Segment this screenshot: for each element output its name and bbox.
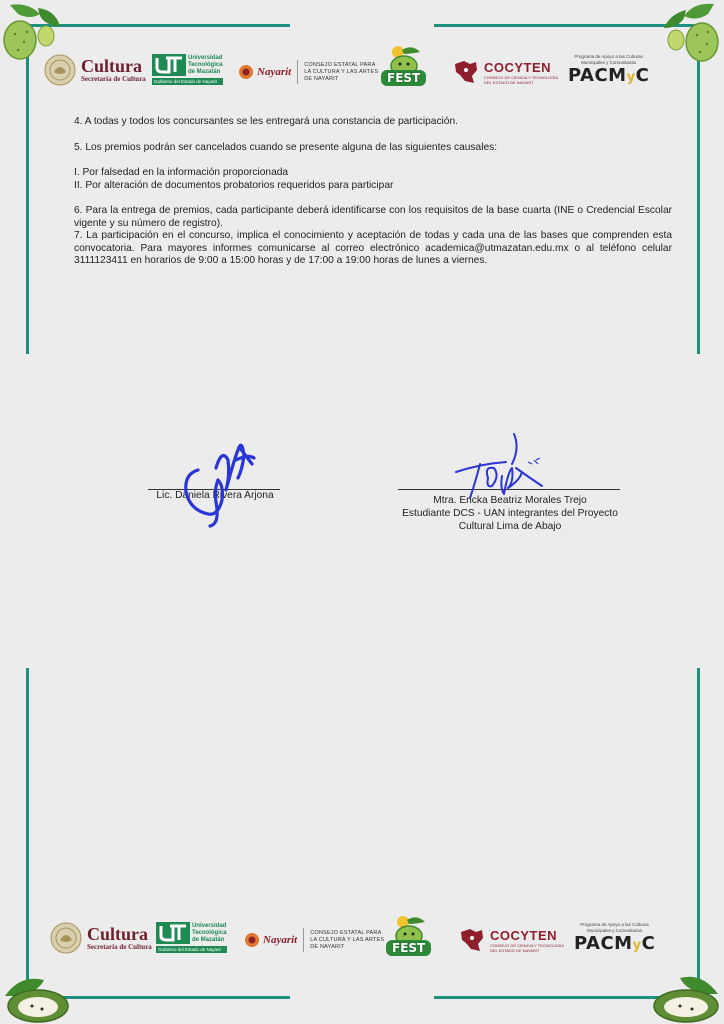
soursop-bottom-left-decoration: [0, 966, 80, 1024]
footer-pacmyc-logo: [574, 922, 655, 954]
nayarit-emblem-icon: [238, 64, 254, 80]
cocyten-sub2: DEL ESTADO DE NAYARIT: [484, 79, 534, 85]
consejo-line2: LA CULTURA Y LAS ARTES: [304, 68, 379, 75]
cause-1: I. Por falsedad en la información proporcionada: [74, 167, 289, 178]
nayarit-map-icon: [452, 58, 480, 86]
paragraph-5: 5. Los premios podrán ser cancelados cuando se presente alguna de las siguientes causales:: [74, 141, 498, 153]
consejo-separator: [297, 60, 298, 84]
footer-consejo-separator: [303, 928, 304, 952]
footer-cultura-subtitle: Secretaría de Cultura: [87, 943, 152, 951]
footer-pacmyc-top-line1: Programa de Apoyo a las Culturas: [580, 922, 649, 927]
footer-pacmyc-part-c: C: [641, 933, 656, 954]
ut-mazatan-logo: [152, 54, 223, 85]
footer-consejo-line3: DE NAYARIT: [310, 943, 345, 950]
footer-pacmyc-part-a: PACM: [574, 933, 633, 954]
left-handwritten-signature: [178, 430, 258, 530]
footer-consejo-estatal-logo: [244, 928, 384, 952]
right-handwritten-signature: [450, 428, 550, 508]
pacmyc-top-line2: Municipales y Comunitarias: [581, 59, 637, 65]
soursop-bottom-right-decoration: [632, 966, 724, 1024]
paragraph-7: 7. La participación en el concurso, implica el conocimiento y aceptación de todas y cada una de las bases que comprenden esta convocatoria. Para mayores informes comunicarse al correo electrónico academica@utmazatan.edu.mx o al teléfono celular 3111123411 en horarios de 9:00 a 15:00 horas y de 17:00 a 19:00 horas de lunes a viernes.: [74, 230, 672, 266]
footer-ut-line3: de Mazatán: [192, 936, 225, 943]
pacmyc-part-c: C: [635, 65, 650, 86]
left-signatory-name: Lic. Daniela Rivera Arjona: [156, 490, 274, 501]
nayarit-brand: Nayarit: [257, 66, 292, 78]
footer-consejo-line2: LA CULTURA Y LAS ARTES: [310, 936, 385, 943]
ut-line1: Universidad: [188, 54, 223, 61]
footer-ut-line2: Tecnológica: [192, 929, 227, 936]
pacmyc-name: [568, 65, 649, 86]
pacmyc-part-a: PACM: [568, 65, 627, 86]
consejo-line3: DE NAYARIT: [304, 75, 339, 82]
cultura-subtitle: Secretaría de Cultura: [81, 75, 146, 83]
footer-nayarit-map-icon: [458, 926, 486, 954]
paragraph-6: 6. Para la entrega de premios, cada participante deberá identificarse con los requisitos de la base cuarta (INE o Credencial Escolar vigente y su número de registro).: [74, 205, 672, 229]
footer-cocyten-sub1: CONSEJO DE CIENCIA Y TECNOLOGÍA: [490, 942, 565, 948]
cultura-title: Cultura: [81, 56, 143, 76]
guanabana-fest-logo: [381, 44, 426, 86]
footer-ut-mazatan-logo: [156, 922, 227, 953]
footer-pacmyc-part-y: y: [632, 938, 642, 953]
ut-line2: Tecnológica: [188, 61, 223, 68]
pacmyc-part-y: y: [626, 70, 636, 85]
pacmyc-top-line1: Programa de Apoyo a las Culturas: [574, 54, 643, 59]
fest-name: FEST: [381, 70, 426, 86]
consejo-line1: CONSEJO ESTATAL PARA: [304, 61, 376, 68]
footer-nayarit-brand: Nayarit: [263, 934, 298, 946]
mexico-seal-icon: [44, 54, 76, 86]
cause-2: II. Por alteración de documentos probatorios requeridos para participar: [74, 179, 394, 191]
footer-cocyten-sub2: DEL ESTADO DE NAYARIT: [490, 947, 540, 953]
paragraph-4: 4. A todas y todos los concursantes se les entregará una constancia de participación.: [74, 116, 458, 127]
footer-pacmyc-top-line2: Municipales y Comunitarias: [587, 927, 643, 933]
pacmyc-logo: [568, 54, 649, 86]
footer-ut-icon: [156, 922, 190, 944]
footer-cocyten-logo: [458, 926, 564, 954]
header-logo-bar: [0, 40, 724, 100]
footer-ut-line1: Universidad: [192, 922, 227, 929]
cocyten-sub1: CONSEJO DE CIENCIA Y TECNOLOGÍA: [484, 74, 559, 80]
cocyten-logo: [452, 58, 558, 86]
consejo-estatal-logo: [238, 60, 378, 84]
footer-logo-bar: [0, 908, 724, 968]
footer-ut-band: Gobierno del Estado de Nayarit: [156, 946, 227, 953]
right-signatory-project: Cultural Lima de Abajo: [458, 521, 562, 532]
ut-line3: de Mazatán: [188, 68, 221, 75]
footer-pacmyc-name: [574, 933, 655, 954]
footer-cultura-logo: [50, 922, 152, 954]
right-signatory-role: Estudiante DCS - UAN integrantes del Proyecto: [402, 508, 618, 519]
cocyten-name: COCYTEN: [484, 59, 552, 75]
footer-fest-name: FEST: [386, 940, 431, 956]
footer-consejo-line1: CONSEJO ESTATAL PARA: [310, 929, 382, 936]
footer-nayarit-emblem-icon: [244, 932, 260, 948]
footer-cultura-title: Cultura: [87, 924, 149, 944]
right-signatory-name: Mtra. Ericka Beatriz Morales Trejo: [433, 495, 587, 506]
footer-mexico-seal-icon: [50, 922, 82, 954]
footer-guanabana-fest-logo: [386, 914, 431, 956]
ut-band: Gobierno del Estado de Nayarit: [152, 78, 223, 85]
footer-cocyten-name: COCYTEN: [490, 927, 558, 943]
document-body: [74, 116, 672, 268]
cultura-logo: [44, 54, 146, 86]
ut-icon: [152, 54, 186, 76]
